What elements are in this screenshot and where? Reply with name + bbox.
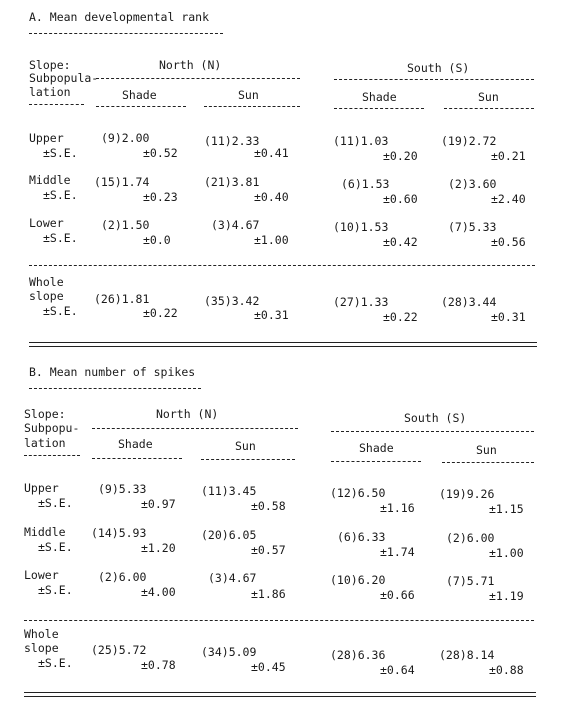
cell-se: ±0.52 [143, 146, 178, 160]
header-north-shade: Shade [118, 437, 153, 451]
header-south-sun: Sun [478, 90, 499, 104]
section-end-rule [24, 692, 536, 697]
col-rule [331, 461, 421, 462]
row-divider [24, 620, 534, 621]
label-underline [29, 104, 84, 105]
cell-value: (21)3.81 [204, 175, 260, 189]
header-north-sun: Sun [238, 88, 259, 102]
cell-se: ±1.20 [141, 541, 176, 555]
cell-se: ±1.00 [489, 546, 524, 560]
col-rule [92, 458, 182, 459]
row-label-lower: Lower [24, 568, 59, 582]
cell-value: (2)6.00 [98, 570, 147, 584]
cell-value: (11)2.33 [204, 134, 260, 148]
header-subpopulation-cont: lation [24, 436, 66, 450]
cell-value: (3)4.67 [211, 218, 260, 232]
cell-se: ±1.16 [380, 501, 415, 515]
cell-se: ±0.45 [251, 660, 286, 674]
cell-se: ±0.97 [141, 497, 176, 511]
title-underline [29, 388, 201, 389]
cell-se: ±2.40 [491, 192, 526, 206]
section-title: B. Mean number of spikes [29, 365, 196, 379]
cell-value: (6)6.33 [337, 530, 386, 544]
row-label-middle: Middle [24, 525, 66, 539]
north-rule [96, 78, 300, 79]
cell-value: (19)9.26 [439, 487, 495, 501]
row-label-whole: Whole [29, 275, 64, 289]
cell-value: (26)1.81 [94, 292, 150, 306]
header-south-shade: Shade [359, 441, 394, 455]
cell-se: ±0.22 [143, 306, 178, 320]
cell-se: ±0.78 [141, 658, 176, 672]
section-title: A. Mean developmental rank [29, 10, 210, 24]
row-label-middle: Middle [29, 173, 71, 187]
cell-se: ±0.41 [254, 146, 289, 160]
header-subpopulation: Subpopu- [24, 421, 80, 435]
cell-value: (28)3.44 [441, 295, 497, 309]
row-label-upper: Upper [24, 481, 59, 495]
row-label-upper: Upper [29, 131, 64, 145]
cell-se: ±1.74 [380, 545, 415, 559]
cell-se: ±0.60 [383, 192, 418, 206]
col-rule [204, 106, 300, 107]
row-se-label: ±S.E. [43, 231, 78, 245]
col-rule [96, 106, 186, 107]
cell-value: (7)5.33 [448, 220, 497, 234]
cell-value: (19)2.72 [441, 134, 497, 148]
cell-se: ±0.20 [383, 149, 418, 163]
header-subpopulation: Subpopula- [29, 71, 99, 85]
col-rule [334, 108, 424, 109]
cell-value: (14)5.93 [91, 526, 147, 540]
cell-se: ±0.21 [491, 149, 526, 163]
header-north: North (N) [159, 58, 222, 72]
cell-value: (25)5.72 [91, 643, 147, 657]
cell-se: ±1.15 [489, 502, 524, 516]
row-divider [29, 265, 535, 266]
cell-value: (2)1.50 [101, 218, 150, 232]
cell-value: (27)1.33 [333, 295, 389, 309]
cell-value: (28)8.14 [439, 648, 495, 662]
cell-value: (9)5.33 [98, 482, 147, 496]
cell-value: (3)4.67 [208, 571, 257, 585]
row-se-label: ±S.E. [43, 188, 78, 202]
header-north-shade: Shade [122, 88, 157, 102]
header-north: North (N) [156, 407, 219, 421]
cell-value: (28)6.36 [330, 648, 386, 662]
header-south: South (S) [407, 61, 470, 75]
header-south: South (S) [404, 411, 467, 425]
cell-se: ±0.66 [380, 588, 415, 602]
row-se-label: ±S.E. [38, 496, 73, 510]
cell-se: ±0.42 [383, 235, 418, 249]
col-rule [201, 459, 295, 460]
cell-value: (2)6.00 [446, 531, 495, 545]
row-label-slope: slope [24, 641, 59, 655]
row-label-whole: Whole [24, 627, 59, 641]
col-rule [444, 108, 534, 109]
col-rule [442, 462, 534, 463]
row-se-label: ±S.E. [43, 146, 78, 160]
cell-se: ±0.88 [489, 663, 524, 677]
cell-se: ±0.0 [143, 233, 171, 247]
cell-value: (11)3.45 [201, 484, 257, 498]
south-rule [331, 431, 534, 432]
header-slope: Slope: [29, 58, 71, 72]
header-south-shade: Shade [362, 90, 397, 104]
cell-value: (10)6.20 [330, 573, 386, 587]
cell-se: ±0.31 [491, 310, 526, 324]
cell-value: (9)2.00 [101, 131, 150, 145]
cell-value: (34)5.09 [201, 645, 257, 659]
cell-value: (12)6.50 [330, 486, 386, 500]
row-se-label: ±S.E. [38, 540, 73, 554]
row-se-label: ±S.E. [38, 656, 73, 670]
cell-se: ±0.56 [491, 235, 526, 249]
title-underline [29, 33, 223, 34]
header-subpopulation-cont: lation [29, 85, 71, 99]
cell-se: ±0.64 [380, 663, 415, 677]
cell-se: ±0.31 [254, 308, 289, 322]
cell-se: ±0.40 [254, 190, 289, 204]
row-se-label: ±S.E. [43, 304, 78, 318]
header-north-sun: Sun [235, 439, 256, 453]
cell-se: ±0.22 [383, 310, 418, 324]
label-underline [24, 455, 80, 456]
cell-value: (7)5.71 [446, 574, 495, 588]
cell-se: ±1.86 [251, 587, 286, 601]
cell-se: ±1.00 [254, 233, 289, 247]
cell-value: (10)1.53 [333, 220, 389, 234]
cell-se: ±0.57 [251, 543, 286, 557]
cell-se: ±0.58 [251, 499, 286, 513]
cell-value: (6)1.53 [341, 177, 390, 191]
section-end-rule [29, 342, 537, 347]
header-slope: Slope: [24, 407, 66, 421]
cell-value: (35)3.42 [204, 294, 260, 308]
cell-value: (11)1.03 [333, 134, 389, 148]
cell-se: ±1.19 [489, 589, 524, 603]
cell-se: ±4.00 [141, 585, 176, 599]
south-rule [334, 79, 534, 80]
header-south-sun: Sun [476, 443, 497, 457]
row-label-lower: Lower [29, 216, 64, 230]
cell-value: (15)1.74 [94, 175, 150, 189]
row-label-slope: slope [29, 289, 64, 303]
cell-value: (2)3.60 [448, 177, 497, 191]
north-rule [92, 428, 298, 429]
cell-value: (20)6.05 [201, 528, 257, 542]
row-se-label: ±S.E. [38, 583, 73, 597]
cell-se: ±0.23 [143, 190, 178, 204]
